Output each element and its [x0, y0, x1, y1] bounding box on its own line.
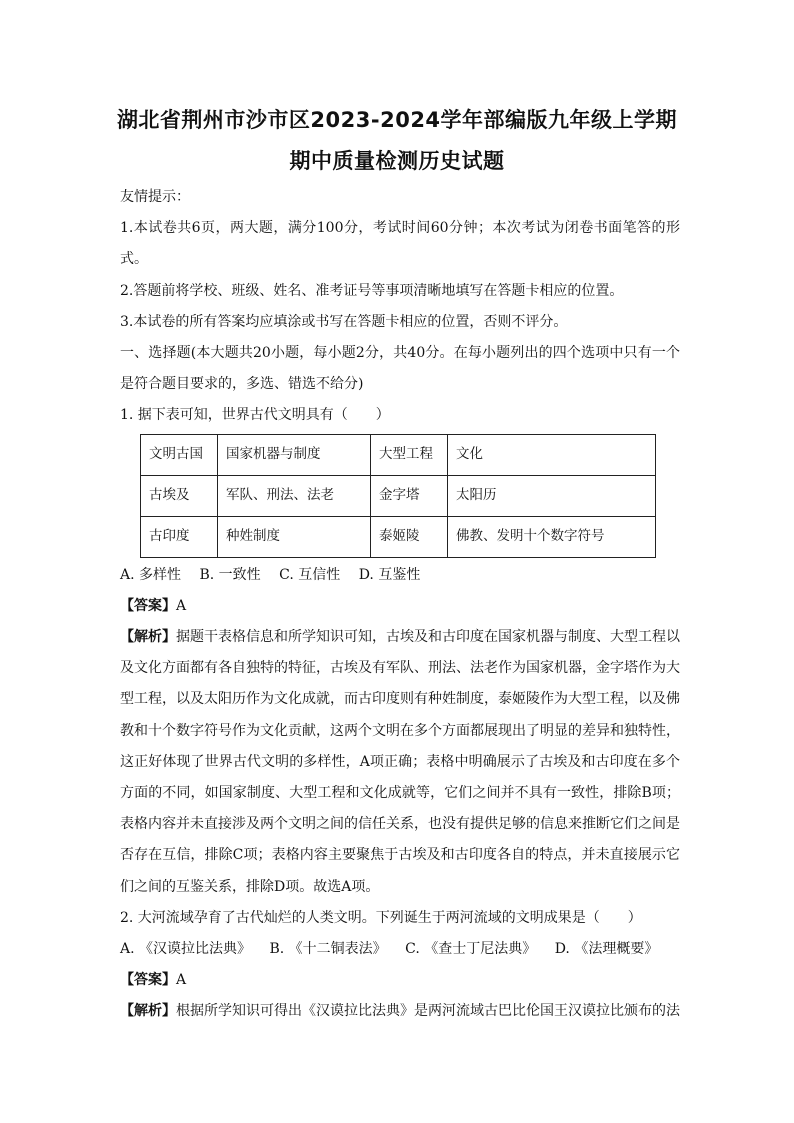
question-1-table	[140, 434, 656, 558]
question-2-answer	[120, 965, 680, 996]
question-1-options	[120, 560, 680, 591]
table-cell: 军队、刑法、法老	[218, 475, 371, 516]
document-body	[120, 182, 680, 1028]
answer-label: 【答案】	[120, 597, 176, 614]
option-a: A. 《汉谟拉比法典》	[120, 941, 252, 958]
table-cell: 佛教、发明十个数字符号	[448, 516, 656, 557]
question-1-stem: 1. 据下表可知，世界古代文明具有（ ）	[120, 407, 390, 424]
notice-item-3: 3.本试卷的所有答案均应填涂或书写在答题卡相应的位置，否则不评分。	[120, 313, 568, 330]
table-cell: 太阳历	[448, 475, 656, 516]
analysis-label: 【解析】	[120, 1003, 176, 1020]
notice-item-1: 1.本试卷共6页，两大题，满分100分，考试时间60分钟；本次考试为闭卷书面笔答的形式。	[120, 220, 680, 268]
table-header-cell: 国家机器与制度	[218, 434, 371, 475]
answer-value: A	[176, 972, 187, 989]
doc-title-line1: 湖北省荆州市沙市区2023-2024学年部编版九年级上学期	[116, 108, 678, 132]
table-cell: 金字塔	[371, 475, 448, 516]
analysis-label: 【解析】	[120, 629, 176, 646]
notice-heading: 友情提示：	[120, 189, 190, 205]
option-d: D. 《法理概要》	[554, 941, 659, 958]
question-1-answer	[120, 591, 680, 622]
table-cell: 泰姬陵	[371, 516, 448, 557]
section-heading: 一、选择题(本大题共20小题，每小题2分，共40分。在每小题列出的四个选项中只有一个是符合题目要求的，多选、错选不给分)	[120, 345, 680, 393]
option-c: C. 互信性	[279, 566, 341, 583]
answer-label: 【答案】	[120, 972, 176, 989]
analysis-text: 据题干表格信息和所学知识可知，古埃及和古印度在国家机器与制度、大型工程以及文化方面都有各自独特的特征，古埃及有军队、刑法、法老作为国家机器，金字塔作为大型工程，以及太阳历作为文化成就，而古印度则有种姓制度，泰姬陵作为大型工程，以及佛教和十个数字符号作为文化贡献，这两个文明在多个方面都展现出了明显的差异和独特性，这正好体现了世界古代文明的多样性，A项正确；表格中明确展示了古埃及和古印度在多个方面的不同，如国家制度、大型工程和文化成就等，它们之间并不具有一致性，排除B项；表格内容并未直接涉及两个文明之间的信任关系，也没有提供足够的信息来推断它们之间是否存在互信，排除C项；表格内容主要聚焦于古埃及和古印度各自的特点，并未直接展示它们之间的互鉴关系，排除D项。故选A项。	[120, 629, 680, 895]
option-a: A. 多样性	[120, 566, 182, 583]
table-header-row	[141, 434, 656, 475]
option-c: C. 《查士丁尼法典》	[405, 941, 537, 958]
question-2-analysis	[120, 996, 680, 1027]
answer-value: A	[176, 597, 187, 614]
notice-item-2: 2.答题前将学校、班级、姓名、准考证号等事项清晰地填写在答题卡相应的位置。	[120, 282, 624, 299]
table-cell: 古印度	[141, 516, 218, 557]
question-1-analysis	[120, 622, 680, 903]
option-b: B. 一致性	[199, 566, 261, 583]
option-b: B. 《十二铜表法》	[269, 941, 387, 958]
question-2-options	[120, 934, 680, 965]
table-row	[141, 516, 656, 557]
table-header-cell: 文化	[448, 434, 656, 475]
question-2-stem: 2. 大河流域孕育了古代灿烂的人类文明。下列诞生于两河流域的文明成果是（ ）	[120, 909, 642, 926]
doc-title-line2: 期中质量检测历史试题	[289, 149, 505, 173]
table-header-cell: 大型工程	[371, 434, 448, 475]
table-cell: 种姓制度	[218, 516, 371, 557]
analysis-text: 根据所学知识可得出《汉谟拉比法典》是两河流域古巴比伦国王汉谟拉比颁布的法	[176, 1003, 680, 1020]
table-header-cell: 文明古国	[141, 434, 218, 475]
table-row	[141, 475, 656, 516]
table-cell: 古埃及	[141, 475, 218, 516]
option-d: D. 互鉴性	[358, 566, 421, 583]
